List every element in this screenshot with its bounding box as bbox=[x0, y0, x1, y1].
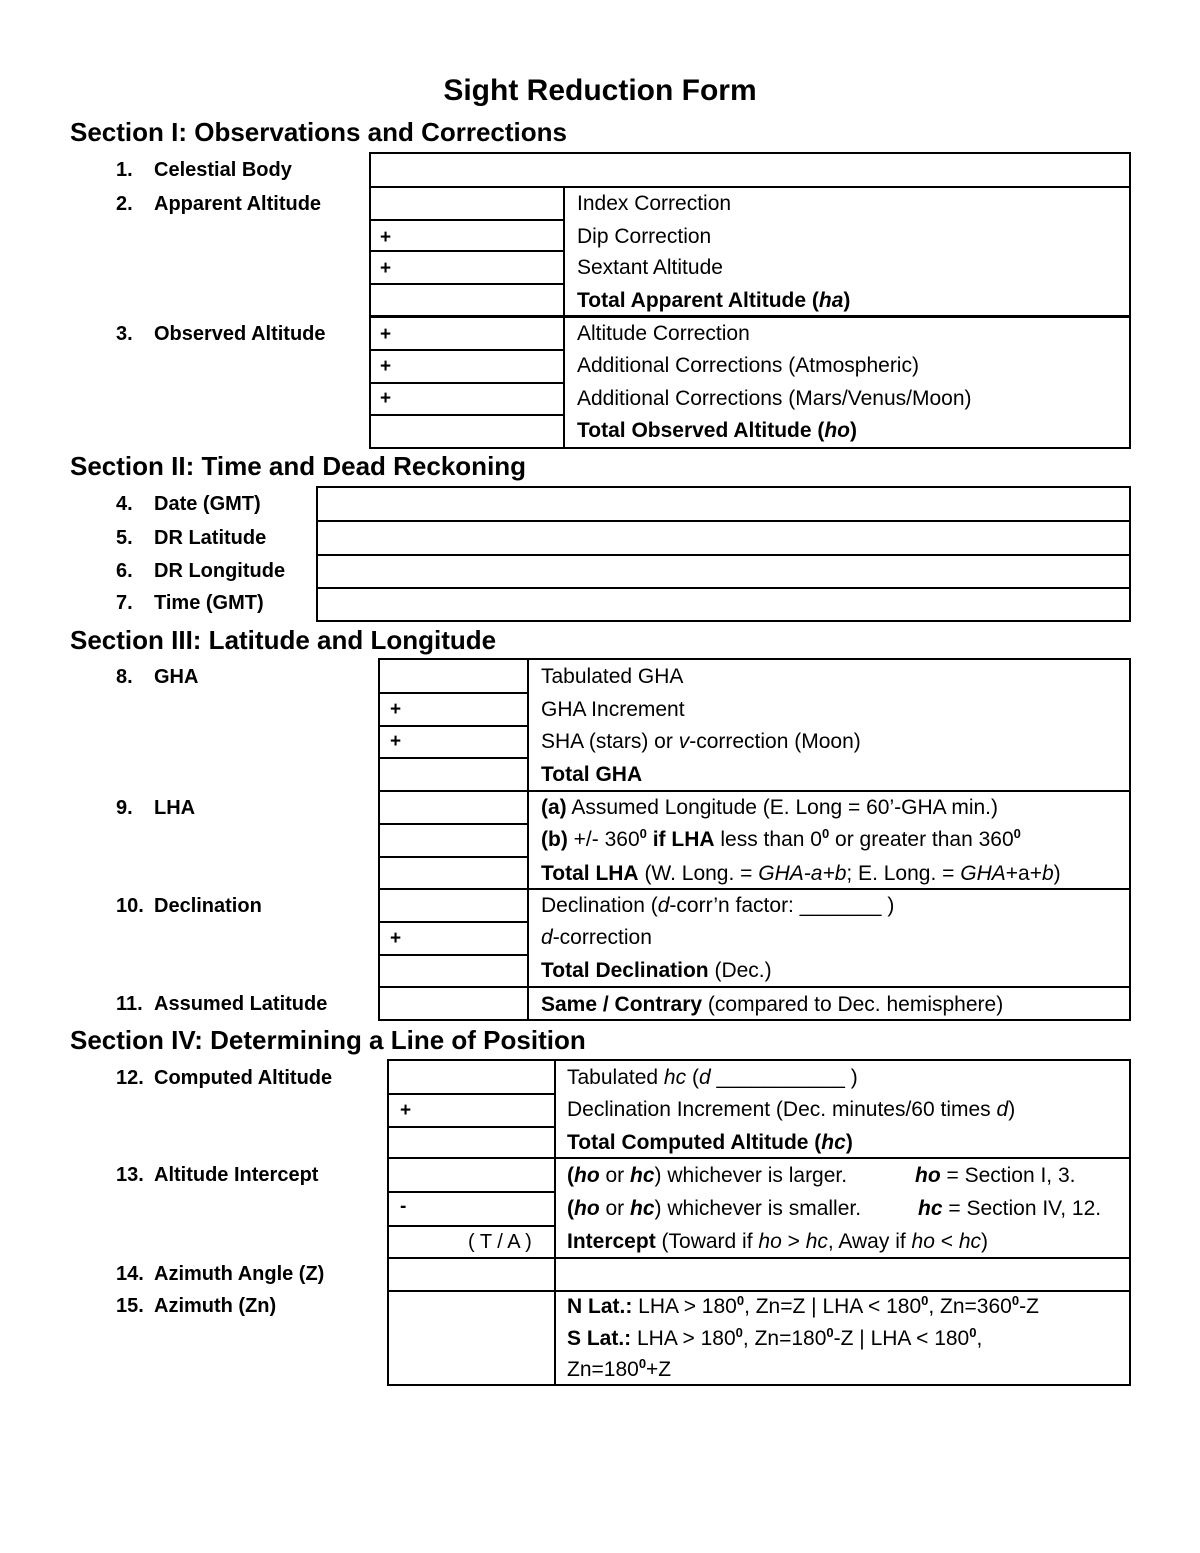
atmospheric-correction-label: Additional Corrections (Atmospheric) bbox=[577, 354, 919, 377]
total-lha-field[interactable] bbox=[380, 858, 527, 888]
total-computed-altitude-field[interactable] bbox=[389, 1128, 554, 1157]
total-declination-field[interactable] bbox=[380, 956, 527, 986]
declination-field[interactable] bbox=[380, 891, 527, 921]
item-13-label: 13. Altitude Intercept bbox=[116, 1164, 319, 1186]
total-observed-altitude-field[interactable] bbox=[371, 416, 563, 447]
dip-correction-label: Dip Correction bbox=[577, 225, 712, 248]
smaller-altitude-field[interactable] bbox=[389, 1193, 554, 1225]
d-correction-label: d-correction bbox=[541, 926, 652, 949]
form-title: Sight Reduction Form bbox=[443, 74, 757, 107]
assumed-longitude-label: (a) Assumed Longitude (E. Long = 60’-GHA min.) bbox=[541, 796, 998, 819]
same-contrary-label: Same / Contrary (compared to Dec. hemisphere) bbox=[541, 993, 1004, 1016]
celestial-body-field[interactable] bbox=[369, 152, 1131, 188]
tabulated-hc-field[interactable] bbox=[389, 1062, 554, 1093]
item-1-label: 1. Celestial Body bbox=[116, 159, 292, 181]
item-3-label: 3. Observed Altitude bbox=[116, 323, 326, 345]
plus-sign: + bbox=[380, 324, 392, 345]
section-1-heading: Section I: Observations and Corrections bbox=[70, 117, 567, 147]
declination-increment-field[interactable] bbox=[389, 1095, 554, 1126]
total-apparent-altitude-label: Total Apparent Altitude (ha) bbox=[577, 289, 851, 312]
lha-360-adjust-field[interactable] bbox=[380, 825, 527, 856]
total-gha-label: Total GHA bbox=[541, 763, 643, 786]
lha-360-adjust-label: (b) +/- $360^0$ if LHA less than $0^0$ or greater than $360^0$ bbox=[541, 826, 1021, 851]
plus-sign: + bbox=[380, 388, 392, 409]
sha-v-correction-field[interactable] bbox=[380, 727, 527, 757]
intercept-label: Intercept (Toward if ho > hc, Away if ho < hc) bbox=[567, 1230, 989, 1253]
sha-v-correction-label: SHA (stars) or v-correction (Moon) bbox=[541, 730, 861, 753]
hc-reference-label: hc = Section IV, 12. bbox=[918, 1197, 1102, 1220]
south-latitude-rule: S Lat.: LHA > $180^0$, $Zn=180^0-Z$ | LHA < $180^0$, bbox=[567, 1325, 983, 1350]
d-correction-field[interactable] bbox=[380, 923, 527, 954]
azimuth-zn-field[interactable] bbox=[389, 1292, 554, 1384]
plus-sign: + bbox=[400, 1100, 412, 1121]
total-observed-altitude-label: Total Observed Altitude (ho) bbox=[577, 419, 858, 442]
altitude-correction-label: Altitude Correction bbox=[577, 322, 750, 345]
declination-label: Declination (d-corr’n factor: _______ ) bbox=[541, 894, 895, 917]
sextant-altitude-field[interactable] bbox=[371, 252, 563, 283]
item-6-label: 6. DR Longitude bbox=[116, 560, 286, 582]
item-8-label: 8. GHA bbox=[116, 666, 199, 688]
item-5-label: 5. DR Latitude bbox=[116, 527, 267, 549]
item-15-label: 15. Azimuth (Zn) bbox=[116, 1295, 277, 1317]
item-11-label: 11. Assumed Latitude bbox=[116, 993, 328, 1015]
azimuth-angle-notes-field[interactable] bbox=[557, 1260, 1129, 1290]
ho-reference-label: ho = Section I, 3. bbox=[915, 1164, 1076, 1187]
item-9-label: 9. LHA bbox=[116, 797, 196, 819]
gha-increment-label: GHA Increment bbox=[541, 698, 685, 721]
section-3-heading: Section III: Latitude and Longitude bbox=[70, 625, 497, 655]
total-apparent-altitude-field[interactable] bbox=[371, 285, 563, 316]
item-12-label: 12. Computed Altitude bbox=[116, 1067, 333, 1089]
time-gmt-field[interactable] bbox=[316, 587, 1131, 622]
dr-latitude-field[interactable] bbox=[316, 520, 1131, 556]
tabulated-hc-label: Tabulated hc (d ___________ ) bbox=[567, 1066, 858, 1089]
plus-sign: + bbox=[380, 258, 392, 279]
plus-sign: + bbox=[380, 356, 392, 377]
item-2-label: 2. Apparent Altitude bbox=[116, 193, 322, 215]
mars-venus-moon-correction-field[interactable] bbox=[371, 384, 563, 414]
dr-longitude-field[interactable] bbox=[316, 554, 1131, 589]
toward-away-marker: ( T / A ) bbox=[468, 1231, 532, 1253]
index-correction-label: Index Correction bbox=[577, 192, 732, 215]
section-2-heading: Section II: Time and Dead Reckoning bbox=[70, 451, 527, 481]
dip-correction-field[interactable] bbox=[371, 221, 563, 250]
larger-altitude-field[interactable] bbox=[389, 1160, 554, 1191]
plus-sign: + bbox=[390, 928, 402, 949]
assumed-longitude-field[interactable] bbox=[380, 793, 527, 823]
minus-sign: - bbox=[400, 1196, 407, 1217]
tabulated-gha-field[interactable] bbox=[380, 661, 527, 692]
total-computed-altitude-label: Total Computed Altitude (hc) bbox=[567, 1131, 853, 1154]
total-gha-field[interactable] bbox=[380, 759, 527, 790]
tabulated-gha-label: Tabulated GHA bbox=[541, 665, 684, 688]
azimuth-angle-field[interactable] bbox=[389, 1260, 554, 1290]
altitude-correction-field[interactable] bbox=[371, 318, 563, 349]
larger-altitude-label: (ho or hc) whichever is larger. bbox=[567, 1164, 848, 1187]
atmospheric-correction-field[interactable] bbox=[371, 351, 563, 382]
date-gmt-field[interactable] bbox=[316, 486, 1131, 522]
north-latitude-rule: N Lat.: LHA > $180^0$, Zn=Z | LHA < $180^0$, $Zn=360^0-Z$ bbox=[567, 1293, 1039, 1318]
index-correction-field[interactable] bbox=[371, 188, 563, 219]
item-10-label: 10. Declination bbox=[116, 895, 262, 917]
declination-increment-label: Declination Increment (Dec. minutes/60 times d) bbox=[567, 1098, 1016, 1121]
section-4-heading: Section IV: Determining a Line of Position bbox=[70, 1025, 586, 1055]
item-14-label: 14. Azimuth Angle (Z) bbox=[116, 1263, 325, 1285]
gha-increment-field[interactable] bbox=[380, 694, 527, 725]
plus-sign: + bbox=[390, 699, 402, 720]
south-latitude-rule-continued: $Zn=180^0+Z$ bbox=[567, 1356, 672, 1381]
item-4-label: 4. Date (GMT) bbox=[116, 493, 261, 515]
plus-sign: + bbox=[380, 227, 392, 248]
total-declination-label: Total Declination (Dec.) bbox=[541, 959, 772, 982]
assumed-latitude-field[interactable] bbox=[380, 988, 527, 1019]
total-lha-label: Total LHA (W. Long. = GHA-a+b; E. Long. = GHA+a+b) bbox=[541, 862, 1061, 885]
mars-venus-moon-correction-label: Additional Corrections (Mars/Venus/Moon) bbox=[577, 387, 972, 410]
smaller-altitude-label: (ho or hc) whichever is smaller. bbox=[567, 1197, 862, 1220]
item-7-label: 7. Time (GMT) bbox=[116, 592, 264, 614]
sextant-altitude-label: Sextant Altitude bbox=[577, 256, 723, 279]
plus-sign: + bbox=[390, 731, 402, 752]
